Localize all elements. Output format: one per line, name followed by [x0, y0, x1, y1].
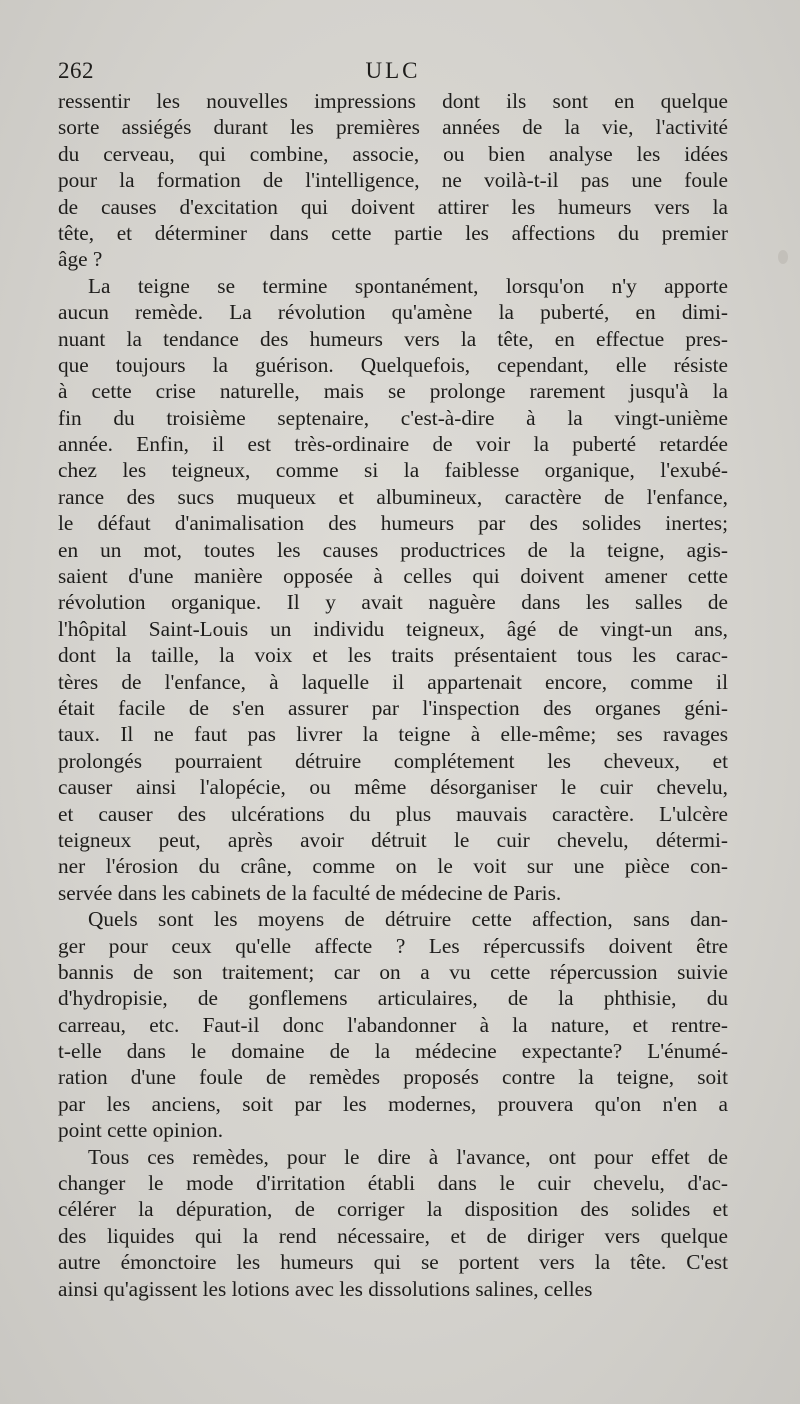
paragraph	[58, 273, 728, 906]
text-line: nuant la tendance des humeurs vers la tête, en effectue pres-	[58, 326, 728, 351]
body-text	[58, 88, 728, 1302]
text-line: aucun remède. La révolution qu'amène la puberté, en dimi-	[58, 300, 728, 325]
text-line: révolution organique. Il y avait naguère dans les salles de	[58, 590, 728, 615]
text-line: La teigne se termine spontanément, lorsqu'on n'y apporte	[88, 273, 728, 298]
text-line: changer le mode d'irritation établi dans le cuir chevelu, d'ac-	[58, 1171, 728, 1196]
paper-stain	[778, 250, 788, 264]
text-line: ration d'une foule de remèdes proposés contre la teigne, soit	[58, 1065, 728, 1090]
text-line: et causer des ulcérations du plus mauvais caractère. L'ulcère	[58, 801, 728, 826]
text-line: ainsi qu'agissent les lotions avec les dissolutions salines, celles	[58, 1276, 593, 1301]
text-line: le défaut d'animalisation des humeurs par des solides inertes;	[58, 511, 728, 536]
running-head: ULC	[365, 58, 421, 83]
text-line: que toujours la guérison. Quelquefois, cependant, elle résiste	[58, 352, 728, 377]
text-line: dont la taille, la voix et les traits présentaient tous les carac-	[58, 643, 728, 668]
text-line: ger pour ceux qu'elle affecte ? Les répercussifs doivent être	[58, 933, 728, 958]
text-line: fin du troisième septenaire, c'est-à-dire à la vingt-unième	[58, 405, 728, 430]
text-line: teigneux peut, après avoir détruit le cuir chevelu, détermi-	[58, 827, 728, 852]
text-line: causer ainsi l'alopécie, ou même désorganiser le cuir chevelu,	[58, 775, 728, 800]
text-line: carreau, etc. Faut-il donc l'abandonner à la nature, et rentre-	[58, 1012, 728, 1037]
text-line: ressentir les nouvelles impressions dont ils sont en quelque	[58, 89, 728, 113]
text-line: servée dans les cabinets de la faculté de médecine de Paris.	[58, 880, 562, 905]
text-line: chez les teigneux, comme si la faiblesse organique, l'exubé-	[58, 458, 728, 483]
paragraph	[58, 1144, 728, 1302]
page-header	[58, 58, 728, 90]
text-line: t-elle dans le domaine de la médecine expectante? L'énumé-	[58, 1039, 728, 1064]
text-line: de causes d'excitation qui doivent attirer les humeurs vers la	[58, 194, 728, 219]
text-line: sorte assiégés durant les premières années de la vie, l'activité	[58, 115, 728, 140]
text-line: âge ?	[58, 247, 103, 272]
text-line: point cette opinion.	[58, 1118, 224, 1143]
text-line: pour la formation de l'intelligence, ne voilà-t-il pas une foule	[58, 168, 728, 193]
text-line: Tous ces remèdes, pour le dire à l'avance, ont pour effet de	[88, 1144, 728, 1169]
text-line: à cette crise naturelle, mais se prolonge rarement jusqu'à la	[58, 379, 728, 404]
text-line: taux. Il ne faut pas livrer la teigne à elle-même; ses ravages	[58, 722, 728, 747]
text-line: en un mot, toutes les causes productrices de la teigne, agis-	[58, 537, 728, 562]
text-line: autre émonctoire les humeurs qui se portent vers la tête. C'est	[58, 1250, 728, 1275]
text-line: prolongés pourraient détruire complétement les cheveux, et	[58, 748, 728, 773]
text-line: ner l'érosion du crâne, comme on le voit sur une pièce con-	[58, 854, 728, 879]
text-line: saient d'une manière opposée à celles qui doivent amener cette	[58, 564, 728, 589]
text-line: était facile de s'en assurer par l'inspection des organes géni-	[58, 695, 728, 720]
text-line: célérer la dépuration, de corriger la disposition des solides et	[58, 1197, 728, 1222]
text-line: Quels sont les moyens de détruire cette affection, sans dan-	[88, 907, 728, 932]
paragraph	[58, 906, 728, 1144]
text-line: rance des sucs muqueux et albumineux, caractère de l'enfance,	[58, 484, 728, 509]
paragraph	[58, 88, 728, 273]
text-line: tête, et déterminer dans cette partie les affections du premier	[58, 220, 728, 245]
page-number: 262	[58, 58, 94, 83]
text-line: des liquides qui la rend nécessaire, et de diriger vers quelque	[58, 1223, 728, 1248]
text-line: par les anciens, soit par les modernes, prouvera qu'on n'en a	[58, 1091, 728, 1116]
text-line: du cerveau, qui combine, associe, ou bien analyse les idées	[58, 141, 728, 166]
text-line: bannis de son traitement; car on a vu cette répercussion suivie	[58, 959, 728, 984]
text-line: année. Enfin, il est très-ordinaire de voir la puberté retardée	[58, 432, 728, 457]
text-line: d'hydropisie, de gonflemens articulaires, de la phthisie, du	[58, 986, 728, 1011]
text-line: tères de l'enfance, à laquelle il appartenait encore, comme il	[58, 669, 728, 694]
text-line: l'hôpital Saint-Louis un individu teigneux, âgé de vingt-un ans,	[58, 616, 728, 641]
